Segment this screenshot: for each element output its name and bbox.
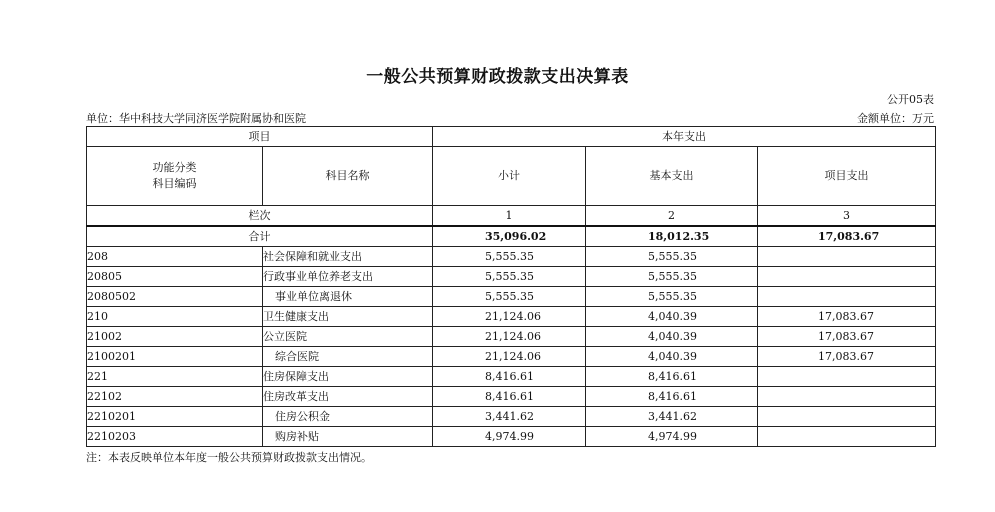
project-expense-cell: 17,083.67 [758,307,936,327]
table-row [87,267,936,287]
expense-table [86,126,936,447]
subject-code-cell: 2080502 [87,287,263,307]
subject-name-cell: 事业单位离退休 [263,287,433,307]
basic-expense-cell: 5,555.35 [586,247,758,267]
subtotal-cell: 8,416.61 [433,387,586,407]
table-note: 注：本表反映单位本年度一般公共预算财政拨款支出情况。 [86,451,372,464]
subtotal-cell: 5,555.35 [433,287,586,307]
reporting-unit: 单位：华中科技大学同济医学院附属协和医院 [86,112,306,125]
subtotal-cell: 3,441.62 [433,407,586,427]
table-row [87,287,936,307]
table-row [87,307,936,327]
subtotal-cell: 5,555.35 [433,247,586,267]
form-code: 公开05表 [887,93,934,106]
column-index-3: 3 [758,206,936,227]
total-subtotal: 35,096.02 [433,226,586,247]
project-expense-cell [758,287,936,307]
header-func-code [87,147,263,206]
header-project: 项目支出 [758,147,936,206]
subject-name-cell: 社会保障和就业支出 [263,247,433,267]
subject-code-cell: 2100201 [87,347,263,367]
subtotal-cell: 21,124.06 [433,327,586,347]
basic-expense-cell: 4,040.39 [586,307,758,327]
table-row [87,387,936,407]
subtotal-cell: 21,124.06 [433,347,586,367]
header-row-2 [87,147,936,206]
header-subject-name: 科目名称 [263,147,433,206]
table-row [87,327,936,347]
subject-name-cell: 住房改革支出 [263,387,433,407]
subject-code-cell: 2210201 [87,407,263,427]
subject-name-cell: 购房补贴 [263,427,433,447]
basic-expense-cell: 4,974.99 [586,427,758,447]
subject-name-cell: 住房保障支出 [263,367,433,387]
subject-code-cell: 2210203 [87,427,263,447]
subtotal-cell: 8,416.61 [433,367,586,387]
table-row [87,247,936,267]
basic-expense-cell: 3,441.62 [586,407,758,427]
subject-code-cell: 210 [87,307,263,327]
subtotal-cell: 4,974.99 [433,427,586,447]
column-index-1: 1 [433,206,586,227]
subject-code-cell: 221 [87,367,263,387]
project-expense-cell [758,427,936,447]
project-expense-cell [758,367,936,387]
subject-code-cell: 208 [87,247,263,267]
basic-expense-cell: 8,416.61 [586,387,758,407]
subject-name-cell: 行政事业单位养老支出 [263,267,433,287]
subject-name-cell: 卫生健康支出 [263,307,433,327]
header-basic: 基本支出 [586,147,758,206]
subtotal-cell: 5,555.35 [433,267,586,287]
basic-expense-cell: 4,040.39 [586,347,758,367]
total-project: 17,083.67 [758,226,936,247]
project-expense-cell: 17,083.67 [758,347,936,367]
page-title: 一般公共预算财政拨款支出决算表 [366,67,629,87]
header-item: 项目 [87,127,433,147]
subject-name-cell: 住房公积金 [263,407,433,427]
total-row [87,226,936,247]
header-row-1 [87,127,936,147]
amount-unit: 金额单位：万元 [857,112,934,125]
column-index-2: 2 [586,206,758,227]
basic-expense-cell: 4,040.39 [586,327,758,347]
table-row [87,367,936,387]
basic-expense-cell: 5,555.35 [586,267,758,287]
basic-expense-cell: 5,555.35 [586,287,758,307]
project-expense-cell [758,387,936,407]
header-current-year-expense: 本年支出 [433,127,936,147]
total-label: 合计 [87,226,433,247]
header-func-code-line1: 功能分类 [152,161,197,174]
project-expense-cell: 17,083.67 [758,327,936,347]
subject-code-cell: 22102 [87,387,263,407]
subject-code-cell: 20805 [87,267,263,287]
subject-code-cell: 21002 [87,327,263,347]
table-row [87,427,936,447]
table-row [87,347,936,367]
header-subtotal: 小计 [433,147,586,206]
table-row [87,407,936,427]
column-index-label: 栏次 [87,206,433,227]
column-index-row [87,206,936,227]
project-expense-cell [758,247,936,267]
subtotal-cell: 21,124.06 [433,307,586,327]
basic-expense-cell: 8,416.61 [586,367,758,387]
project-expense-cell [758,407,936,427]
project-expense-cell [758,267,936,287]
total-basic: 18,012.35 [586,226,758,247]
header-func-code-line2: 科目编码 [152,177,197,190]
subject-name-cell: 公立医院 [263,327,433,347]
subject-name-cell: 综合医院 [263,347,433,367]
